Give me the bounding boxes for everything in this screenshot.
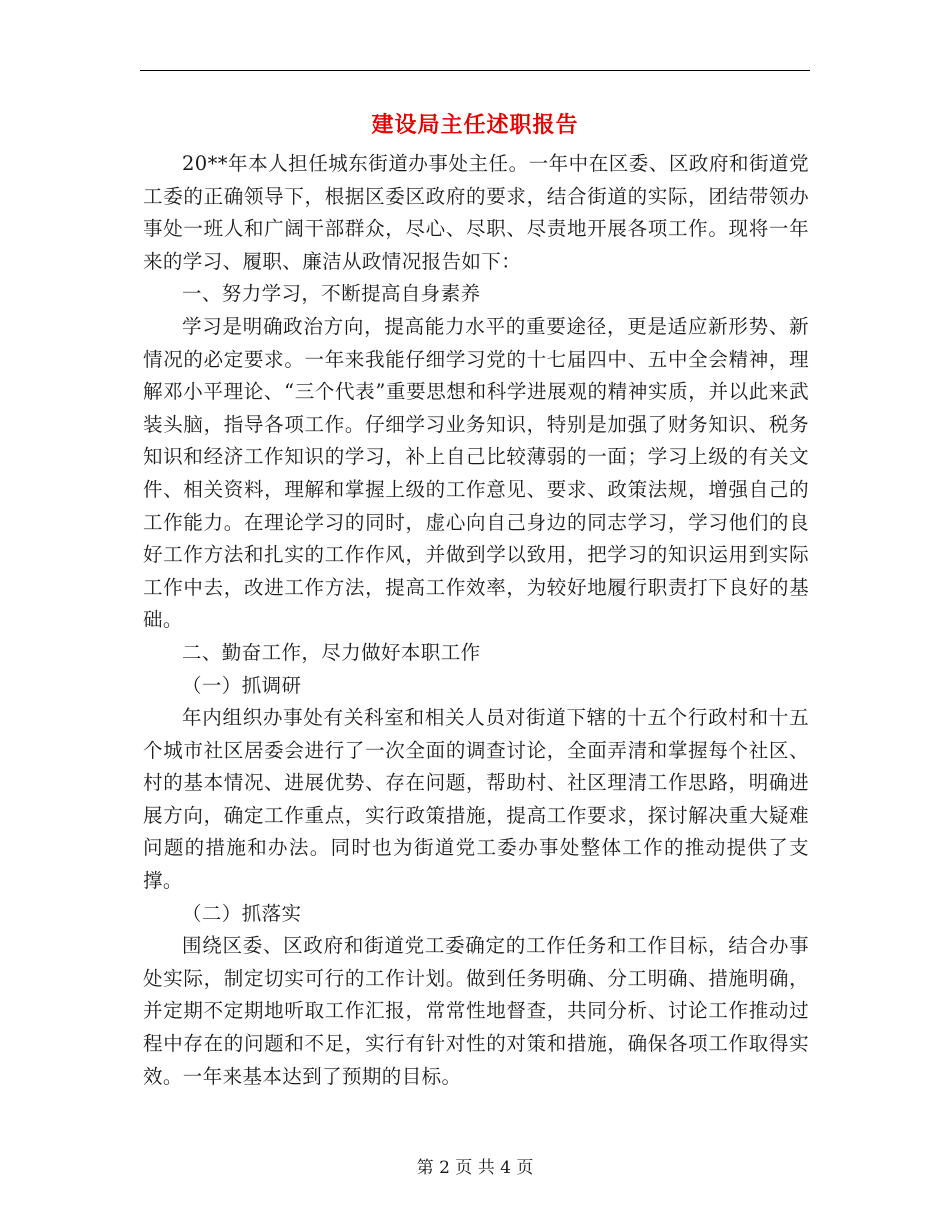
subheading-implementation: （二）抓落实 [182,901,302,925]
subheading-research: （一）抓调研 [182,673,302,697]
paragraph-implementation: 围绕区委、区政府和街道党工委确定的工作任务和工作目标，结合办事处实际，制定切实可行的工作计划。做到任务明确、分工明确、措施明确，并定期不定期地听取工作汇报，常常性地督查，共同分析、讨论工作推动过程中存在的问题和不足，实行有针对性的对策和措施，确保各项工作取得实效。一年来基本达到了预期的目标。 [143,934,809,1088]
paragraph-research: 年内组织办事处有关科室和相关人员对街道下辖的十五个行政村和十五个城市社区居委会进行了一次全面的调查讨论，全面弄清和掌握每个社区、村的基本情况、进展优势、存在问题，帮助村、社区理清工作思路，明确进展方向，确定工作重点，实行政策措施，提高工作要求，探讨解决重大疑难问题的措施和办法。同时也为街道党工委办事处整体工作的推动提供了支撑。 [143,706,809,893]
section-heading-study: 一、努力学习，不断提高自身素养 [182,282,481,306]
document-body [143,148,809,1093]
header-rule [140,70,810,71]
paragraph-study: 学习是明确政治方向，提高能力水平的重要途径，更是适应新形势、新情况的必定要求。一年来我能仔细学习党的十七届四中、五中全会精神，理解邓小平理论、“三个代表”重要思想和科学进展观的精神实质，并以此来武装头脑，指导各项工作。仔细学习业务知识，特别是加强了财务知识、税务知识和经济工作知识的学习，补上自己比较薄弱的一面；学习上级的有关文件、相关资料，理解和掌握上级的工作意见、要求、政策法规，增强自己的工作能力。在理论学习的同时，虚心向自己身边的同志学习，学习他们的良好工作方法和扎实的工作作风，并做到学以致用，把学习的知识运用到实际工作中去，改进工作方法，提高工作效率，为较好地履行职责打下良好的基础。 [143,314,809,632]
section-heading-work: 二、勤奋工作，尽力做好本职工作 [182,640,481,664]
page-number: 第 2 页 共 4 页 [416,1158,534,1178]
document-title: 建设局主任述职报告 [371,112,579,138]
paragraph-intro: 20**年本人担任城东街道办事处主任。一年中在区委、区政府和街道党工委的正确领导下，根据区委区政府的要求，结合街道的实际，团结带领办事处一班人和广阔干部群众，尽心、尽职、尽责地开展各项工作。现将一年来的学习、履职、廉洁从政情况报告如下： [143,152,809,273]
